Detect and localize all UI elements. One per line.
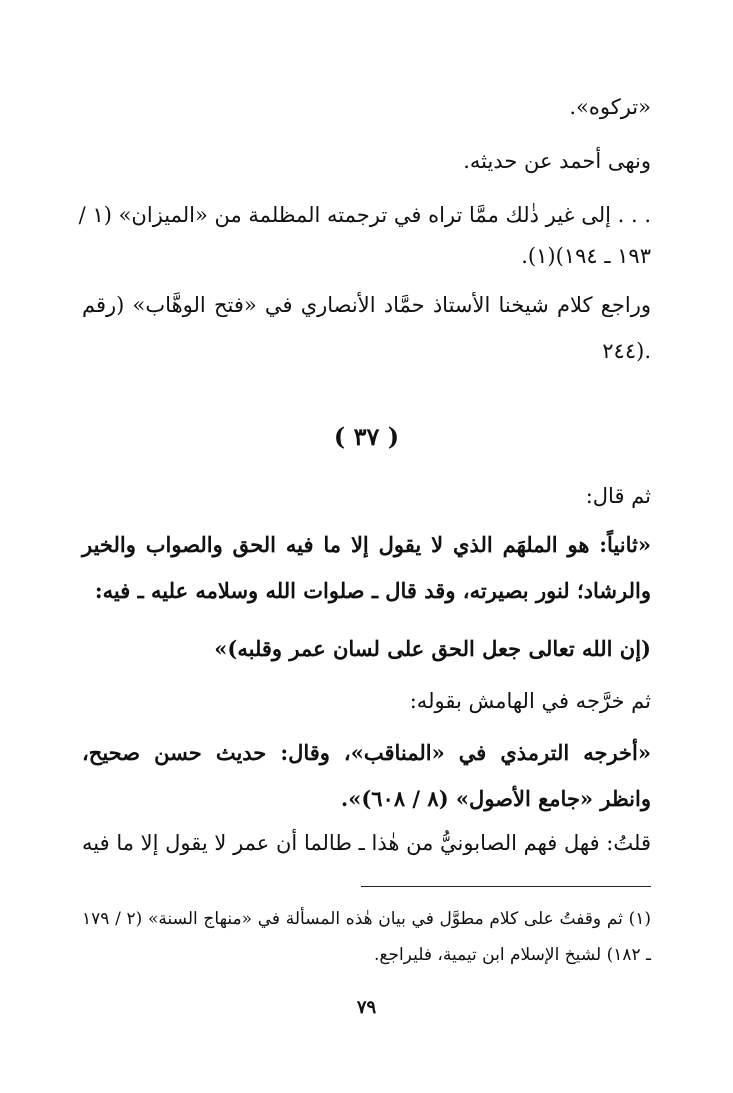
quote-line-2: والرشاد؛ لنور بصيرته، وقد قال ـ صلوات الله وسلامه عليه ـ فيه: (94, 578, 651, 603)
text-line-5: وراجع كلام شيخنا الأستاذ حمَّاد الأنصاري في «فتح الوهَّاب» (رقم (82, 293, 651, 317)
takhrij-line-2: وانظر «جامع الأصول» (٨ / ٦٠٨)». (340, 786, 651, 811)
note-intro-line: ثم خرَّجه في الهامش بقوله: (409, 689, 651, 713)
text-line-3: . . . إلى غير ذٰلك ممَّا تراه في ترجمته المظلمة من «الميزان» (١ / (78, 203, 651, 227)
text-line-1: «تركوه». (569, 95, 651, 119)
footnote-line-1: (١) ثم وقفتُ على كلام مطوَّل في بيان هٰذه المسألة في «منهاج السنة» (٢ / ١٧٩ (82, 909, 651, 929)
quote-line-1: «ثانياً: هو الملهَم الذي لا يقول إلا ما فيه الحق والصواب والخير (82, 532, 651, 557)
section-heading: ( ٣٧ ) (333, 422, 400, 451)
page-number: ٧٩ (356, 997, 377, 1018)
text-line-2: ونهى أحمد عن حديثه. (463, 149, 651, 173)
text-line-4: ١٩٣ ـ ١٩٤)(١). (521, 244, 651, 268)
takhrij-line-1: «أخرجه الترمذي في «المناقب»، وقال: حديث حسن صحيح، (82, 740, 651, 765)
hadith-line: (إن الله تعالى جعل الحق على لسان عمر وقلبه)» (214, 636, 651, 661)
footnote-divider (361, 886, 651, 887)
intro-line: ثم قال: (585, 484, 651, 508)
comment-line: قلتُ: فهل فهم الصابونيُّ من هٰذا ـ طالما أن عمر لا يقول إلا ما فيه (82, 831, 651, 855)
footnote-line-2: ـ ١٨٢) لشيخ الإسلام ابن تيمية، فليراجع. (374, 945, 651, 965)
text-line-6: ٢٤٤). (602, 339, 651, 363)
